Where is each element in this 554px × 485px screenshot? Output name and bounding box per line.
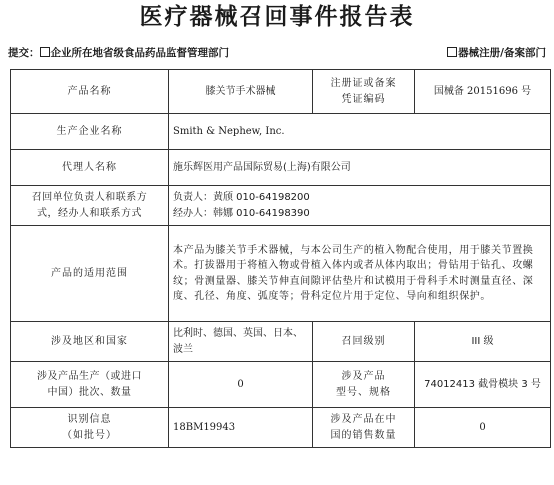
label-contacts — [11, 186, 169, 226]
label-china-sales-line1: 涉及产品在中 — [330, 414, 397, 425]
value-model-spec: 74012413 截骨模块 3 号 — [415, 362, 551, 408]
value-scope: 本产品为膝关节手术器械，与本公司生产的植入物配合使用，用于膝关节置换术。打拔器用于将植入物或骨植入体内或者从体内取出；骨钻用于钻孔、攻螺纹；骨测量器、膝关节伸直间隙评估垫片和试模用于骨科手术时测量直径、深度、孔径、角度、弧度等；骨科定位片用于定位、导向和组织保护。 — [169, 226, 551, 322]
row-contacts — [11, 186, 551, 226]
label-china-sales — [313, 408, 415, 448]
value-china-sales: 0 — [415, 408, 551, 448]
label-agent: 代理人名称 — [11, 150, 169, 186]
value-batches: 0 — [169, 362, 313, 408]
label-identification-line2: （如批号） — [62, 429, 117, 441]
label-registration-line1: 注册证或备案 — [330, 78, 397, 89]
value-regions: 比利时、德国、英国、日本、波兰 — [169, 322, 313, 362]
label-regions: 涉及地区和国家 — [11, 322, 169, 362]
recall-report-table — [10, 69, 551, 448]
label-registration-code — [313, 70, 415, 114]
label-contacts-line1: 召回单位负责人和联系方 — [31, 192, 148, 203]
value-recall-level: III 级 — [415, 322, 551, 362]
row-batches — [11, 362, 551, 408]
label-model-spec — [313, 362, 415, 408]
label-contacts-line2: 式，经办人和联系方式 — [37, 207, 142, 219]
label-china-sales-line2: 国的销售数量 — [330, 429, 397, 441]
submit-prefix: 提交： — [8, 47, 40, 59]
row-scope — [11, 226, 551, 322]
form-title: 医疗器械召回事件报告表 — [139, 4, 415, 30]
row-manufacturer — [11, 114, 551, 150]
submit-option-provincial: 企业所在地省级食品药品监督管理部门 — [50, 47, 229, 59]
label-model-spec-line1: 涉及产品 — [341, 371, 386, 382]
label-identification-line1: 识别信息 — [67, 414, 112, 425]
label-batches-line2: 中国）批次、数量 — [47, 386, 132, 398]
value-product-name: 膝关节手术器械 — [169, 70, 313, 114]
row-product-name — [11, 70, 551, 114]
row-regions — [11, 322, 551, 362]
value-manufacturer: Smith & Nephew, Inc. — [169, 114, 551, 150]
value-registration-code: 国械备 20151696 号 — [415, 70, 551, 114]
value-identification: 18BM19943 — [169, 408, 313, 448]
submit-option-registration-dept: 器械注册/备案部门 — [458, 47, 546, 59]
label-batches — [11, 362, 169, 408]
contact-handler: 经办人：韩娜 010-64198390 — [173, 207, 310, 219]
label-scope: 产品的适用范围 — [11, 226, 169, 322]
contact-responsible-person: 负责人：黄颀 010-64198200 — [173, 192, 310, 203]
label-model-spec-line2: 型号、规格 — [336, 386, 391, 398]
checkbox-provincial-icon[interactable] — [40, 47, 50, 57]
label-registration-line2: 凭证编码 — [341, 93, 386, 105]
label-identification — [11, 408, 169, 448]
value-contacts — [169, 186, 551, 226]
label-recall-level: 召回级别 — [313, 322, 415, 362]
submit-left — [8, 44, 229, 62]
label-manufacturer: 生产企业名称 — [11, 114, 169, 150]
label-batches-line1: 涉及产品生产（或进口 — [37, 371, 142, 382]
submit-right — [447, 44, 546, 62]
checkbox-registration-dept-icon[interactable] — [447, 47, 457, 57]
label-product-name: 产品名称 — [11, 70, 169, 114]
value-agent: 施乐辉医用产品国际贸易(上海)有限公司 — [169, 150, 551, 186]
submit-recipient-line — [8, 44, 548, 62]
row-agent — [11, 150, 551, 186]
row-identification — [11, 408, 551, 448]
